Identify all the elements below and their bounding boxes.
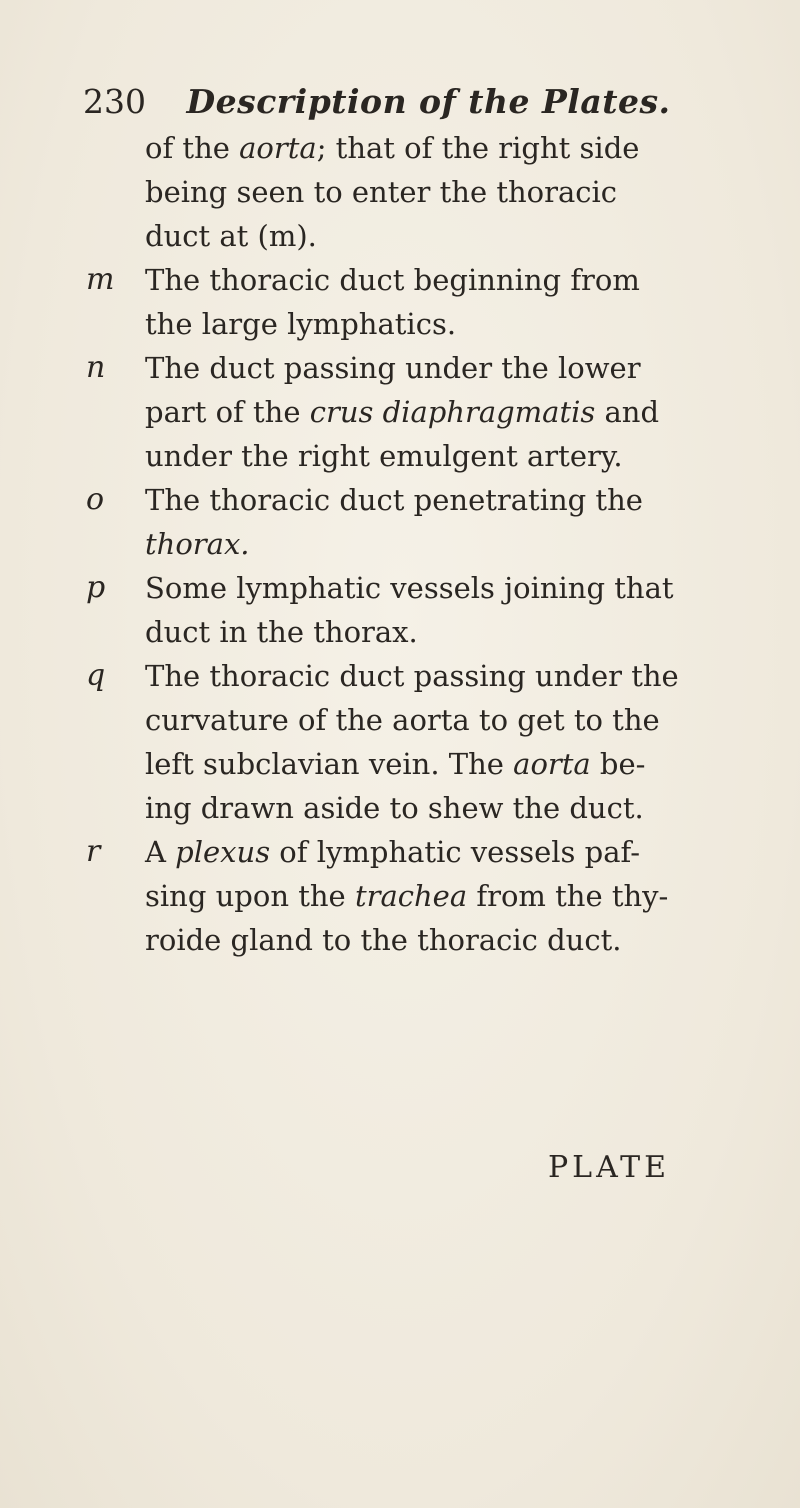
- text-line: being seen to enter the thoracic: [145, 175, 618, 209]
- page-header: [83, 82, 671, 122]
- entry-letter: r: [86, 834, 101, 869]
- running-title: Description of the Plates.: [186, 82, 671, 121]
- entry-letter: n: [86, 350, 106, 385]
- text-line: duct at (m).: [145, 219, 317, 253]
- entry-letter: o: [86, 482, 105, 517]
- entry-letter: q: [86, 658, 106, 693]
- text-line: A plexus of lymphatic vessels paf-: [145, 835, 640, 869]
- text-line: roide gland to the thoracic duct.: [145, 923, 622, 957]
- text-line: thorax.: [145, 527, 250, 561]
- entry-letter: p: [86, 570, 106, 605]
- text-line: part of the crus diaphragmatis and: [145, 395, 660, 429]
- text-line: under the right emulgent artery.: [145, 439, 623, 473]
- text-line: The thoracic duct passing under the: [145, 659, 679, 693]
- text-line: left subclavian vein. The aorta be-: [145, 747, 646, 781]
- text-line: The thoracic duct beginning from: [145, 263, 640, 297]
- text-line: of the aorta; that of the right side: [145, 131, 640, 165]
- text-line: sing upon the trachea from the thy-: [145, 879, 669, 913]
- page-number: 230: [83, 82, 146, 121]
- text-line: The duct passing under the lower: [145, 351, 641, 385]
- entry-letter: m: [86, 262, 115, 297]
- text-line: the large lymphatics.: [145, 307, 457, 341]
- text-line: curvature of the aorta to get to the: [145, 703, 660, 737]
- text-line: The thoracic duct penetrating the: [145, 483, 643, 517]
- catchword: PLATE: [548, 1150, 671, 1185]
- text-line: ing drawn aside to shew the duct.: [145, 791, 644, 825]
- text-line: duct in the thorax.: [145, 615, 418, 649]
- text-line: Some lymphatic vessels joining that: [145, 571, 674, 605]
